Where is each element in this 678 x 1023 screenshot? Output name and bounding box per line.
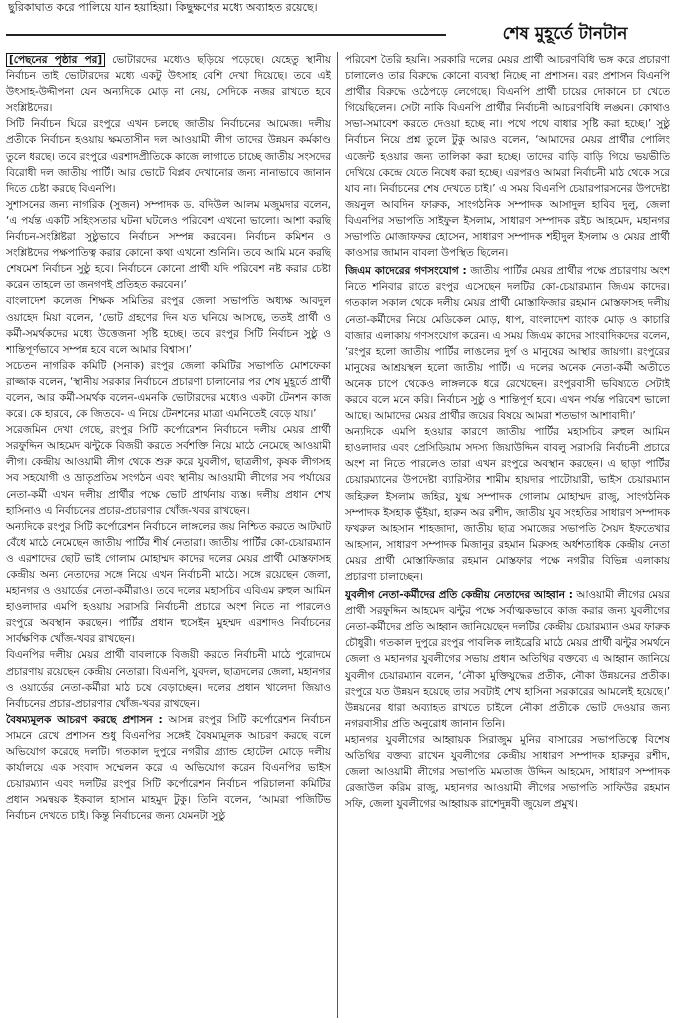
subheading: বৈষম্যমূলক আচরণ করছে প্রশাসন : [6, 713, 163, 726]
paragraph: সরেজমিন দেখা গেছে, রংপুর সিটি কর্পোরেশন নির্বাচনে দলীয় মেয়র প্রার্থী সরফুদ্দিন আহমেদ ঝন্টুকে বিজয়ী করতে সর্বশক্তি নিয়ে মাঠে নেমেছে আওয়ামী লীগ। কেন্দ্রীয় আওয়ামী লীগ থেকে শুরু করে যুবলীগ, ছাত্রলীগ, কৃষক লীগসহ সব সহযোগী ও ভ্রাতৃপ্রতিম সংগঠন এবং স্থানীয় আওয়ামী লীগের সব পর্যায়ের নেতা-কর্মী এখন দলীয় প্রার্থীর পক্ষে ভোট প্রার্থনায় ব্যস্ত। দলীয় প্রধান শেখ হাসিনাও এ নির্বাচনের প্রচার-প্রচারণার খোঁজ-খবর রাখছেন। [6, 424, 331, 517]
subheading: যুবলীগ নেতা-কর্মীদের প্রতি কেন্দ্রীয় নেতাদের আহ্বান : [345, 589, 573, 602]
previous-article-tail: ছুরিকাঘাত করে পালিয়ে যান হয়াহিয়া। কিছুক্ষণের মধ্যে অব্যাহত রয়েছে। [8, 1, 318, 14]
continuation-label: [পেছনের পৃষ্ঠার পর] [6, 53, 105, 67]
article-columns [6, 52, 672, 1018]
paragraph [345, 587, 670, 732]
paragraph [6, 712, 331, 825]
paragraph: সচেতন নাগরিক কমিটি (সনাক) রংপুর জেলা কমিটির সভাপতি মোশফেকা রাজ্জাক বলেন, ‘স্থানীয় সরকার নির্বাচনে প্রচারণা চালানোর পর শেষ মুহূর্তে প্রার্থী বলেন, আর কর্মী-সমর্থক বলেন-এমনকি ভোটারদের মধ্যেও একটা টেনশন কাজ করে। কে হারবে, কে জিতবে- এ নিয়ে টেনশনের মাত্রা এমনিতেই বেড়ে যায়।’ [6, 359, 331, 421]
left-column [6, 52, 331, 1018]
paragraph: পরিবেশ তৈরি হয়নি। সরকারি দলের মেয়র প্রার্থী আচরণবিধি ভঙ্গ করে প্রচারণা চালালেও তার বিরুদ্ধে কোনো ব্যবস্থা নিচ্ছে না প্রশাসন। বরং প্রশাসন বিএনপি প্রার্থীর বিরুদ্ধে ওঠেপড়ে লেগেছে। বিএনপি প্রার্থী চায়ের দোকানে চা খেতে গিয়েছিলেন। সেটা নাকি বিএনপি প্রার্থীর নির্বাচনী আচরণবিধি লঙ্ঘন। কোথাও সভা-সমাবেশ করতে দেওয়া হচ্ছে না। পথে পথে বাধার সৃষ্টি করা হচ্ছে।’ সুষ্ঠু নির্বাচন নিয়ে প্রশ্ন তুলে টুকু আরও বলেন, ‘আমাদের মেয়র প্রার্থীর পোলিং এজেন্ট হওয়ার জন্য তালিকা করা হচ্ছে। তাদের বাড়ি বাড়ি গিয়ে ভয়ভীতি দেখিয়ে কেন্দ্রে যেতে নিষেধ করা হচ্ছে। এরপরও আমরা নির্বাচনী মাঠ থেকে সরে যাব না। নির্বাচনের শেষ দেখতে চাই।’ এ সময় বিএনপি চেয়ারপারসনের উপদেষ্টা জয়নুল আবদিন ফারুক, সাংগঠনিক সম্পাদক আসাদুল হাবিব দুলু, জেলা বিএনপির সভাপতি সাইফুল ইসলাম, সাধারণ সম্পাদক রইচ আহমেদ, মহানগর সভাপতি মোজাফফর হোসেন, সাধারণ সম্পাদক শহীদুল ইসলাম ও মেয়র প্রার্থী কাওসার জামান বাবলা উপস্থিত ছিলেন। [345, 54, 670, 260]
paragraph-text: জাতীয় পার্টির মেয়র প্রার্থীর পক্ষে প্রচারণায় অংশ নিতে শনিবার রাতে রংপুর এসেছেন দলটির কো-চেয়ারম্যান জিএম কাদের। গতকাল সকাল থেকে দলীয় মেয়র প্রার্থী মোস্তাফিজার রহমান মোস্তফাসহ দলীয় নেতা-কর্মীদের নিয়ে মেডিকেল মোড়, ধাপ, বাংলাদেশ ব্যাংক মোড় ও কাচারি বাজার এলাকায় গণসংযোগ করেন। এ সময় জিএম কাদের সাংবাদিকদের বলেন, ‘রংপুর হলো জাতীয় পার্টির লাঙলের দুর্গ ও মানুষের আস্থার জায়গা। রংপুরের মানুষের আশ্রয়স্থল হলো জাতীয় পার্টি। এ দলের অনেক নেতা-কর্মী অতীতে অনেক চাপে থেকেও লাঙ্গলকে ধরে রেখেছেন। রংপুরবাসী ভবিষ্যতে সেটাই করবে বলে মনে করি। নির্বাচন সুষ্ঠু ও শান্তিপূর্ণ হবে। এখন পর্যন্ত পরিবেশ ভালো আছে। আমাদের মেয়র প্রার্থীর জয়ের বিষয়ে আমরা শতভাগ আশাবাদী।’ [345, 265, 670, 423]
page-headline: শেষ মুহূর্তে টানটান [502, 24, 628, 44]
right-column [345, 52, 670, 1018]
paragraph: অন্যদিকে রংপুর সিটি কর্পোরেশন নির্বাচনে লাঙ্গলের জয় নিশ্চিত করতে আটঘাট বেঁধে মাঠে নেমেছেন জাতীয় পার্টির শীর্ষ নেতারা। জাতীয় পার্টির কো-চেয়ারম্যান ও এরশাদের ছোট ভাই গোলাম মোহাম্মদ কাদের দলের মেয়র প্রার্থী মোস্তফাসহ কেন্দ্রীয় অন্য নেতাদের সঙ্গে নিয়ে এখন নির্বাচনী মাঠে। সঙ্গে রয়েছেন জেলা, মহানগর ও ওয়ার্ডের নেতা-কর্মীরাও। তবে দলের মহাসচিব এবিএম রুহুল আমিন হাওলাদার এমপি হওয়ায় সরাসরি নির্বাচনী প্রচারে অংশ নিতে না পারলেও রংপুরে অবস্থান করছেন। পার্টির প্রধান হুসেইন মুহম্মদ এরশাদও নির্বাচনের সার্বক্ষণিক খোঁজ-খবর রাখছেন। [6, 520, 331, 646]
paragraph: সিটি নির্বাচন ঘিরে রংপুরে এখন চলছে জাতীয় নির্বাচনের আমেজ। দলীয় প্রতীকে নির্বাচন হওয়ায় ক্ষমতাসীন দল আওয়ামী লীগ তাদের উন্নয়ন কর্মকাণ্ড তুলে ধরছে। তবে রংপুরে এরশাদপ্রীতিকে কাজে লাগাতে চাচ্ছে জাতীয় সংসদের বিরোধী দল জাতীয় পার্টি। আর ভোটে বিপ্লব দেখানোর জন্য নানাভাবে জানান দিতে চেষ্টা করছে বিএনপি। [6, 118, 331, 195]
headline-rule [6, 34, 446, 36]
paragraph-text: আওয়ামী লীগের মেয়র প্রার্থী সরফুদ্দিন আহমেদ ঝন্টুর পক্ষে সর্বাত্মকভাবে কাজ করার জন্য যুবলীগের নেতা-কর্মীদের প্রতি আহ্বান জানিয়েছেন দলটির কেন্দ্রীয় চেয়ারম্যান ওমর ফারুক চৌধুরী। গতকাল দুপুরে রংপুর পাবলিক লাইব্রেরি মাঠে মেয়র প্রার্থী ঝন্টুর সমর্থনে জেলা ও মহানগর যুবলীগের সভায় প্রধান অতিথির বক্তব্যে এ আহ্বান জানিয়ে যুবলীগ চেয়ারম্যান বলেন, ‘নৌকা মুক্তিযুদ্ধের প্রতীক, নৌকা উন্নয়নের প্রতীক। রংপুরে যত উন্নয়ন হয়েছে তার সবটাই শেখ হাসিনা সরকারের আমলেই হয়েছে।’ উন্নয়নের ধারা অব্যাহত রাখতে চাইলে নৌকা প্রতীকে ভোট দেওয়ার জন্য নগরবাসীর প্রতি অনুরোধ জানান তিনি। [345, 589, 670, 730]
paragraph: বাংলাদেশ কলেজ শিক্ষক সমিতির রংপুর জেলা সভাপতি অধ্যক্ষ আবদুল ওয়াহেদ মিয়া বলেন, ‘ভোট গ্রহণের দিন যত ঘনিয়ে আসছে, ততই প্রার্থী ও কর্মী-সমর্থকদের মধ্যে উত্তেজনা সৃষ্টি হচ্ছে। তবে রংপুর সিটি নির্বাচন সুষ্ঠু ও শান্তিপূর্ণভাবে সম্পন্ন হবে বলে আমার বিশ্বাস।’ [6, 295, 331, 356]
paragraph-text: ভোটারদের মধ্যেও ছড়িয়ে পড়েছে। যেহেতু স্থানীয় নির্বাচন তাই ভোটারদের মধ্যে একটু উৎসাহ বেশি দেখা দিয়েছে। তবে এই উৎসাহ-উদ্দীপনা যেন অন্যদিকে মোড় না নেয়, সেদিকে নজর রাখতে হবে সংশ্লিষ্টদের। [6, 54, 331, 115]
paragraph: সুশাসনের জন্য নাগরিক (সুজন) সম্পাদক ড. বদিউল আলম মজুমদার বলেন, ‘এ পর্যন্ত একটি সহিংসতার ঘটনা ঘটলেও পরিবেশ এখনো ভালো। আশা করছি নির্বাচন-সংশ্লিষ্টরা সুষ্ঠুভাবে নির্বাচন সম্পন্ন করবেন। নির্বাচন কমিশন ও সংশ্লিষ্টদের পক্ষপাতিত্ব করার কোনো কথা এখনো শুনিনি। তবে আমি মনে করছি শেষমেশ নির্বাচন সুষ্ঠু হবে। নির্বাচনে কোনো প্রার্থী যদি পরিবেশ নষ্ট করার চেষ্টা করেন তাহলে তা জনগণই প্রতিহত করবেন।’ [6, 198, 331, 292]
paragraph: অন্যদিকে এমপি হওয়ার কারণে জাতীয় পার্টির মহাসচিব রুহুল আমিন হাওলাদার এবং প্রেসিডিয়াম সদস্য জিয়াউদ্দিন বাবলু সরাসরি নির্বাচনী প্রচারে অংশ না নিতে পারলেও তারা এখন রংপুরে অবস্থান করছেন। এ ছাড়া পার্টির চেয়ারম্যানের উপদেষ্টা ব্যারিস্টার শামীম হায়দার পাটোয়ারী, ভাইস চেয়ারম্যান জহিরুল ইসলাম জহির, যুগ্ম সম্পাদক গোলাম মোহাম্মদ রাজু, সাংগঠনিক সম্পাদক ইসহাক ভূঁইয়া, হারুন অর রশীদ, জাতীয় যুব সংহতির সাধারণ সম্পাদক ফখরুল আহসান শাহজাদা, জাতীয় ছাত্র সমাজের সভাপতি সৈয়দ ইফতেখার আহসান, সাধারণ সম্পাদক মিজানুর রহমান মিরুসহ অর্ধশতাধিক কেন্দ্রীয় নেতা মেয়র প্রার্থী মোস্তাফিজার রহমান মোস্তফার পক্ষে নগরীর বিভিন্ন এলাকায় প্রচারণা চালাচ্ছেন। [345, 426, 670, 583]
paragraph [6, 52, 331, 116]
paragraph [345, 263, 670, 424]
paragraph-text: আসন্ন রংপুর সিটি কর্পোরেশন নির্বাচন সামনে রেখে প্রশাসন শুধু বিএনপির সঙ্গেই বৈষম্যমূলক আচরণ করছে বলে অভিযোগ করেছে দলটি। গতকাল দুপুরে নগরীর গ্র্যান্ড হোটেল মোড়ে দলীয় কার্যালয়ে এক সংবাদ সম্মেলন করে এ অভিযোগ করেন বিএনপির ভাইস চেয়ারম্যান এবং দলটির রংপুর সিটি কর্পোরেশন নির্বাচন পরিচালনা কমিটির প্রধান সমন্বয়ক ইকবাল হাসান মাহমুদ টুকু। তিনি বলেন, ‘আমরা পজিটিভ নির্বাচন দেখতে চাই। কিন্তু নির্বাচনের জন্য যেমনটা সুষ্ঠু [6, 713, 331, 823]
headline-row [6, 16, 672, 52]
column-divider [337, 52, 338, 1018]
subheading: জিএম কাদেরের গণসংযোগ : [345, 265, 467, 278]
paragraph: বিএনপির দলীয় মেয়র প্রার্থী বাবলাকে বিজয়ী করতে নির্বাচনী মাঠে পুরোদমে প্রচারণায় রয়েছেন কেন্দ্রীয় নেতারা। বিএনপি, যুবদল, ছাত্রদলের জেলা, মহানগর ও ওয়ার্ডের নেতা-কর্মীরা মাঠ চষে বেড়াচ্ছেন। দলের প্রধান খালেদা জিয়াও নির্বাচনের প্রচার-প্রচারণার খোঁজ-খবর রাখছেন। [6, 649, 331, 710]
paragraph: মহানগর যুবলীগের আহ্বায়ক সিরাজুম মুনির বাসারের সভাপতিত্বে বিশেষ অতিথির বক্তব্য রাখেন যুবলীগের কেন্দ্রীয় সাধারণ সম্পাদক হারুনুর রশীদ, জেলা আওয়ামী লীগের সভাপতি মমতাজ উদ্দিন আহমেদ, সাধারণ সম্পাদক রেজাউল করিম রাজু, মহানগর আওয়ামী লীগের সভাপতি সাফিউর রহমান সফি, জেলা যুবলীগের আহ্বায়ক রাশেদুন্নবী জুয়েল প্রমুখ। [345, 733, 670, 811]
